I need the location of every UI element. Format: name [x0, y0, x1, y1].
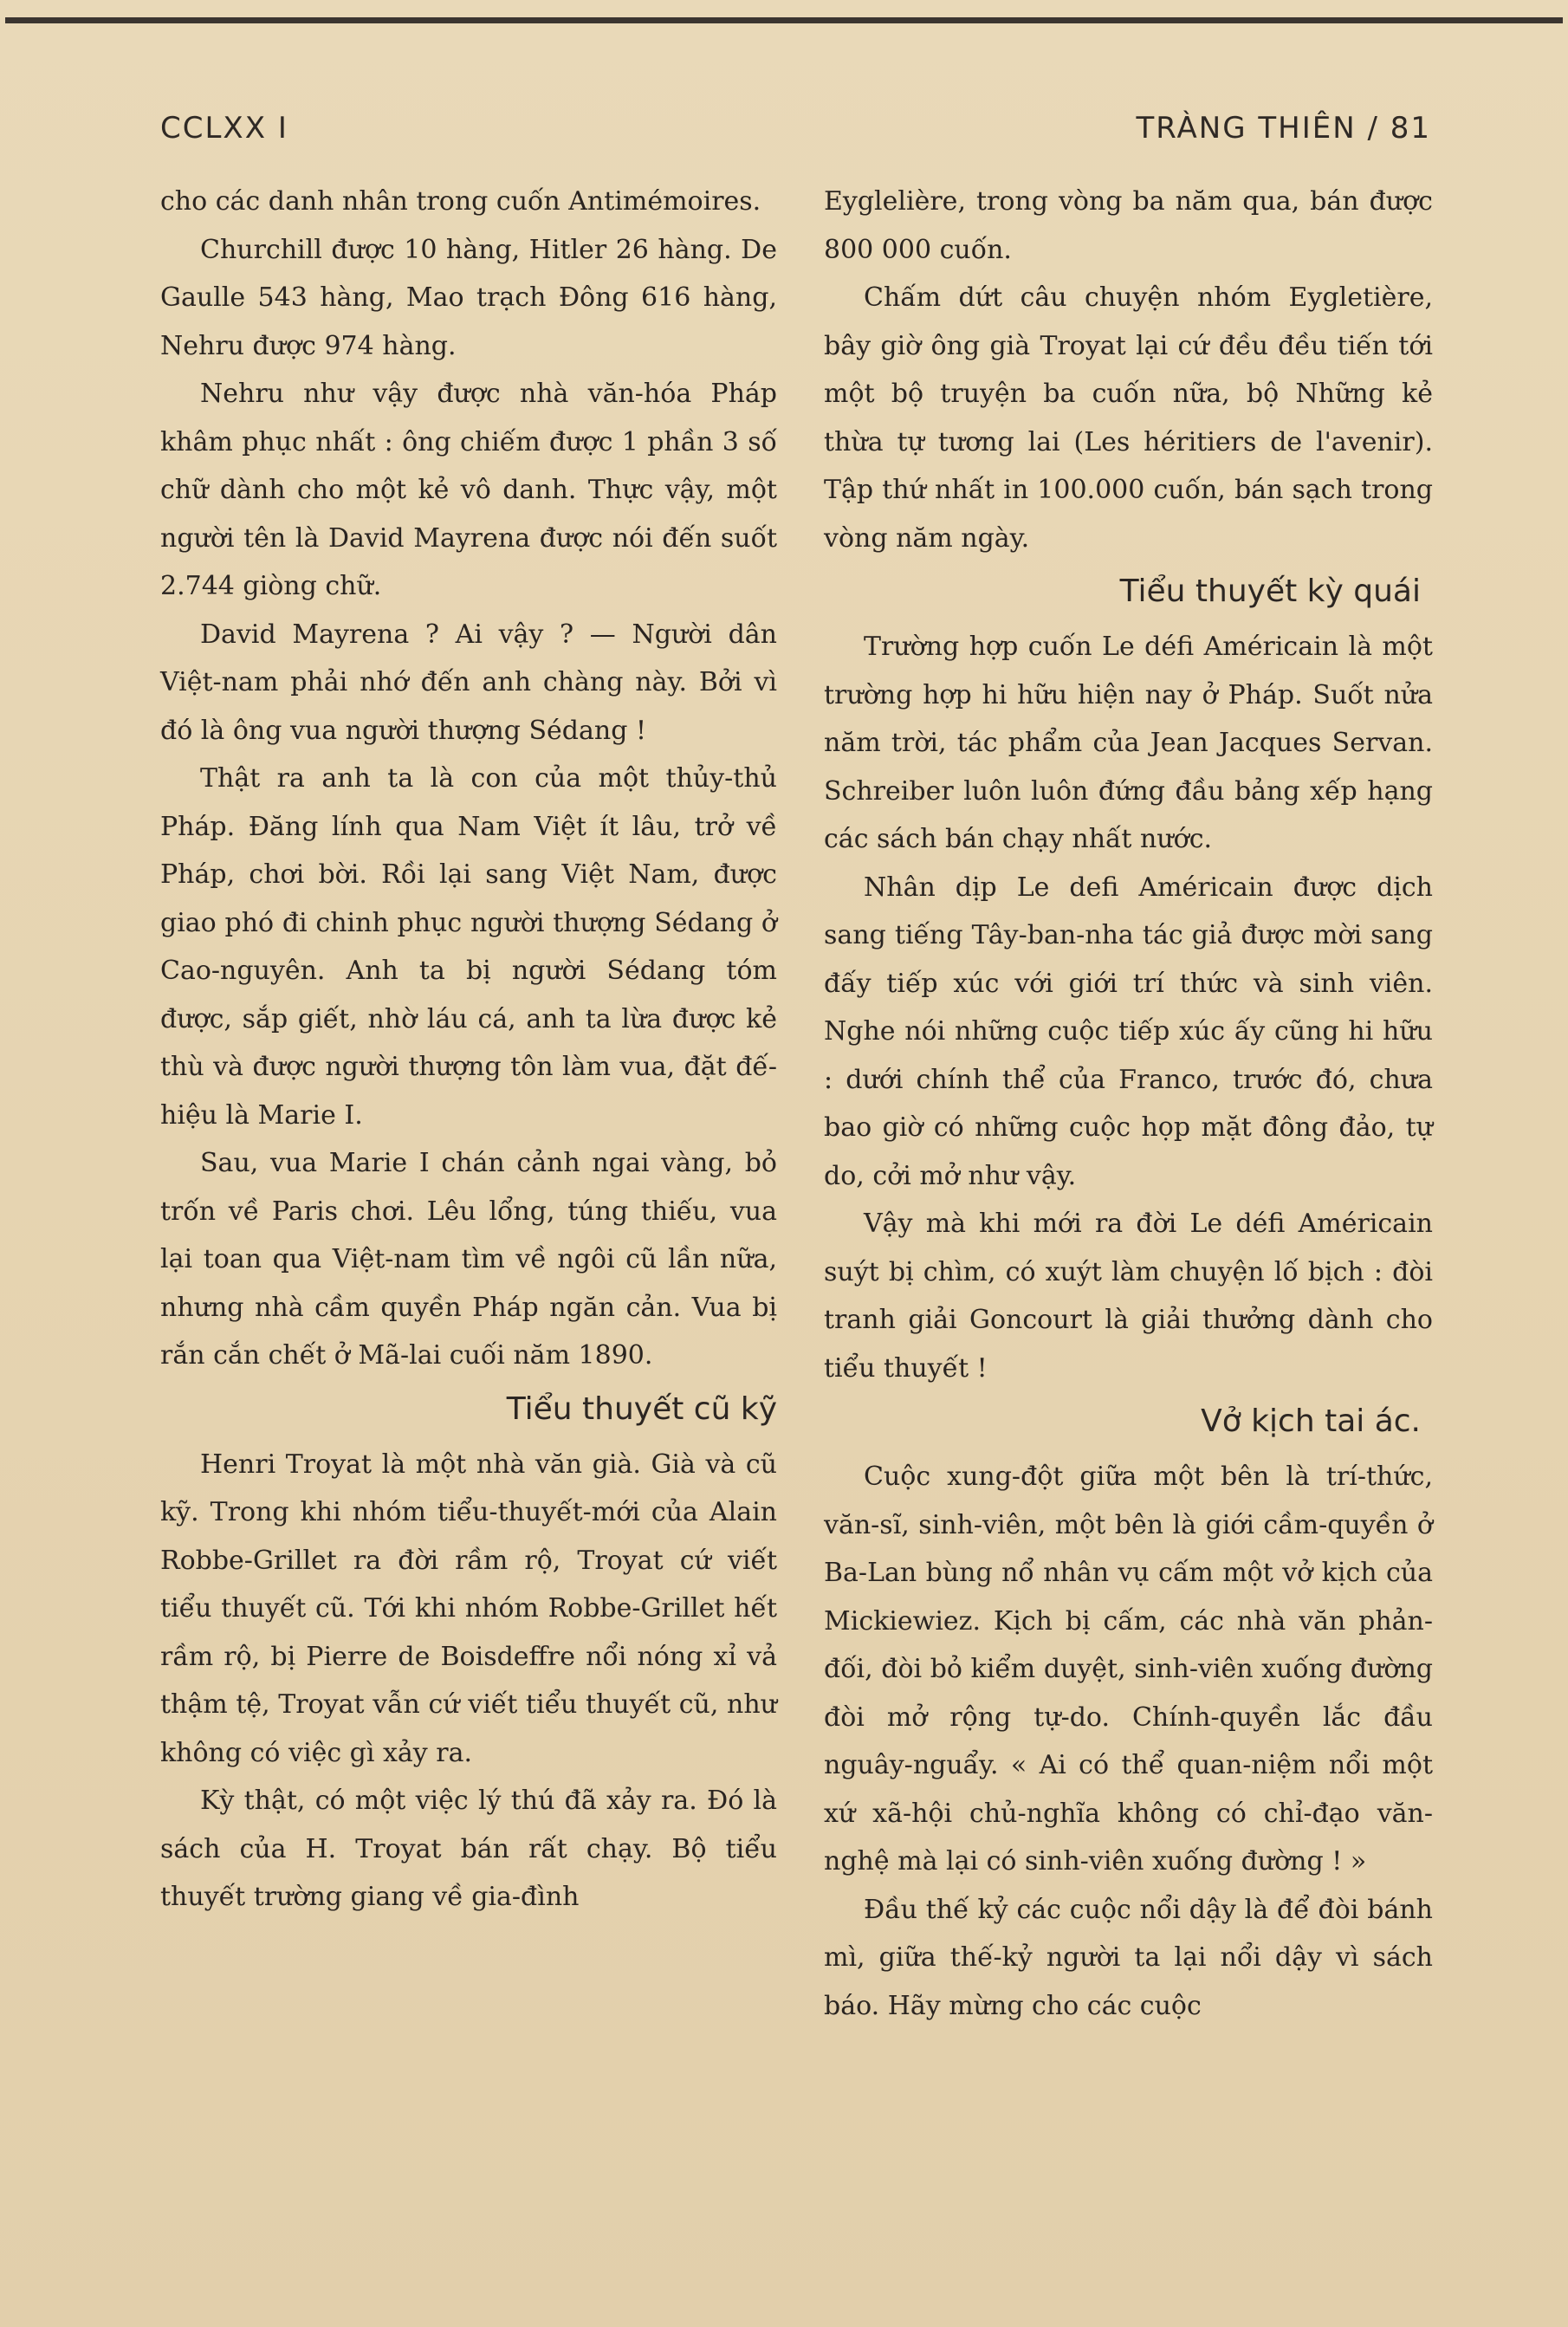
paragraph: Churchill được 10 hàng, Hitler 26 hàng. De Gaulle 543 hàng, Mao trạch Đông 616 hàng, Nehru được 974 hàng. [160, 234, 777, 361]
paragraph: Kỳ thật, có một việc lý thú đã xảy ra. Đó là sách của H. Troyat bán rất chạy. Bộ tiểu thuyết trường giang về gia-đình [160, 1786, 777, 1912]
paragraph: Sau, vua Marie I chán cảnh ngai vàng, bỏ trốn về Paris chơi. Lêu lổng, túng thiếu, vua lại toan qua Việt-nam tìm về ngôi cũ lần nữa, nhưng nhà cầm quyền Pháp ngăn cản. Vua bị rắn cắn chết ở Mã-lai cuối năm 1890. [160, 1148, 777, 1371]
paragraph: Nhân dịp Le defi Américain được dịch sang tiếng Tây-ban-nha tác giả được mời sang đấy tiếp xúc với giới trí thức và sinh viên. Nghe nói những cuộc tiếp xúc ấy cũng hi hữu : dưới chính thể của Franco, trước đó, chưa bao giờ có những cuộc họp mặt đông đảo, tự do, cởi mở như vậy. [824, 872, 1433, 1191]
paragraph: Henri Troyat là một nhà văn già. Già và cũ kỹ. Trong khi nhóm tiểu-thuyết-mới của Alain Robbe-Grillet ra đời rầm rộ, Troyat cứ viết tiểu thuyết cũ. Tới khi nhóm Robbe-Grillet hết rầm rộ, bị Pierre de Boisdeffre nổi nóng xỉ vả thậm tệ, Troyat vẫn cứ viết tiểu thuyết cũ, như không có việc gì xảy ra. [160, 1449, 777, 1768]
paragraph: Đầu thế kỷ các cuộc nổi dậy là để đòi bánh mì, giữa thế-kỷ người ta lại nổi dậy vì sách báo. Hãy mừng cho các cuộc [824, 1894, 1433, 2021]
right-column [824, 178, 1433, 2030]
paragraph: David Mayrena ? Ai vậy ? — Người dân Việt-nam phải nhớ đến anh chàng này. Bởi vì đó là ông vua người thượng Sédang ! [160, 619, 777, 746]
paragraph: Nehru như vậy được nhà văn-hóa Pháp khâm phục nhất : ông chiếm được 1 phần 3 số chữ dành cho một kẻ vô danh. Thực vậy, một người tên là David Mayrena được nói đến suốt 2.744 giòng chữ. [160, 379, 777, 601]
left-column [160, 178, 777, 1922]
section-heading-old-novel: Tiểu thuyết cũ kỹ [506, 1390, 777, 1427]
paragraph: Trường hợp cuốn Le défi Américain là một trường hợp hi hữu hiện nay ở Pháp. Suốt nửa năm trời, tác phẩm của Jean Jacques Servan. Schreiber luôn luôn đứng đầu bảng xếp hạng các sách bán chạy nhất nước. [824, 632, 1433, 854]
section-heading-strange-novel: Tiểu thuyết kỳ quái [1119, 574, 1421, 609]
header-section-number: CCLXX I [160, 111, 288, 146]
running-header [160, 111, 1431, 159]
paragraph: Vậy mà khi mới ra đời Le défi Américain suýt bị chìm, có xuýt làm chuyện lố bịch : đòi tranh giải Goncourt là giải thưởng dành cho tiểu thuyết ! [824, 1209, 1433, 1384]
paragraph: Eyglelière, trong vòng ba năm qua, bán được 800 000 cuốn. [824, 186, 1433, 265]
paragraph: Cuộc xung-đột giữa một bên là trí-thức, văn-sĩ, sinh-viên, một bên là giới cầm-quyền ở Ba-Lan bùng nổ nhân vụ cấm một vở kịch của Mickiewiez. Kịch bị cấm, các nhà văn phản-đối, đòi bỏ kiểm duyệt, sinh-viên xuống đường đòi mở rộng tự-do. Chính-quyền lắc đầu nguây-nguẩy. « Ai có thể quan-niệm nổi một xứ xã-hội chủ-nghĩa không có chỉ-đạo văn-nghệ mà lại có sinh-viên xuống đường ! » [824, 1462, 1433, 1877]
paragraph: cho các danh nhân trong cuốn Antimémoires. [160, 186, 761, 217]
header-title-page-number: TRÀNG THIÊN / 81 [1136, 111, 1431, 146]
section-heading-wicked-play: Vở kịch tai ác. [1201, 1403, 1421, 1439]
top-edge-rule [5, 17, 1563, 23]
paragraph: Chấm dứt câu chuyện nhóm Eygletière, bây giờ ông già Troyat lại cứ đều đều tiến tới một bộ truyện ba cuốn nữa, bộ Những kẻ thừa tự tương lai (Les héritiers de l'avenir). Tập thứ nhất in 100.000 cuốn, bán sạch trong vòng năm ngày. [824, 282, 1433, 554]
paragraph: Thật ra anh ta là con của một thủy-thủ Pháp. Đăng lính qua Nam Việt ít lâu, trở về Pháp, chơi bời. Rồi lại sang Việt Nam, được giao phó đi chinh phục người thượng Sédang ở Cao-nguyên. Anh ta bị người Sédang tóm được, sắp giết, nhờ láu cá, anh ta lừa được kẻ thù và được người thượng tôn làm vua, đặt đế-hiệu là Marie I. [160, 763, 777, 1131]
